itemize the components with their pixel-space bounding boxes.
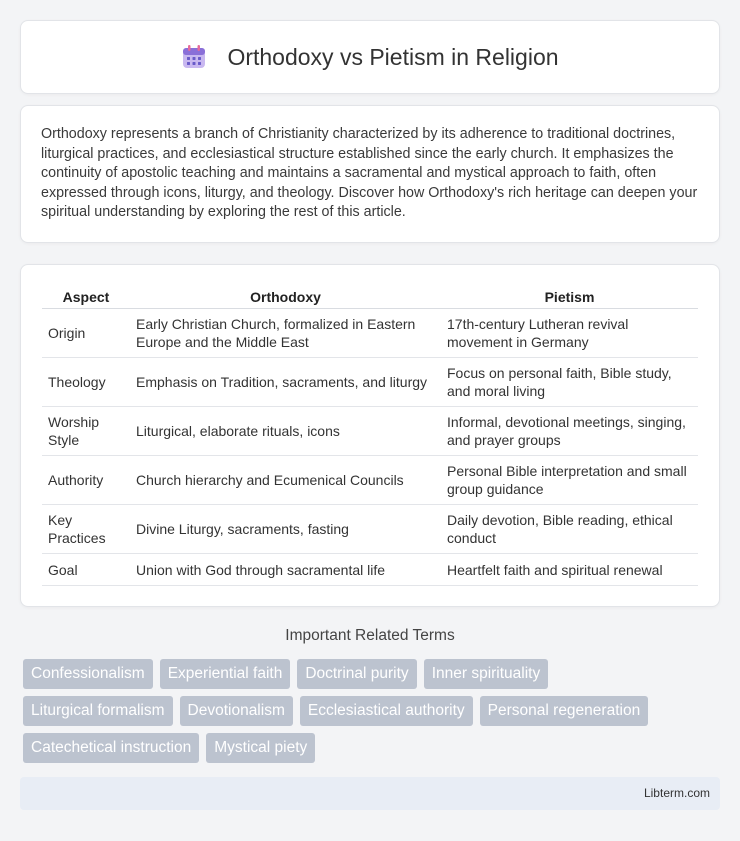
related-term-tag[interactable]: Personal regeneration xyxy=(480,696,649,726)
cell-aspect: Authority xyxy=(42,456,130,505)
cell-pietism: Personal Bible interpretation and small group guidance xyxy=(441,456,698,505)
related-term-tag[interactable]: Liturgical formalism xyxy=(23,696,173,726)
footer-brand-link[interactable]: Libterm.com xyxy=(643,786,710,800)
cell-orthodoxy: Church hierarchy and Ecumenical Councils xyxy=(130,456,441,505)
table-row xyxy=(42,358,698,407)
related-terms-title: Important Related Terms xyxy=(285,627,455,644)
related-term-tag[interactable]: Ecclesiastical authority xyxy=(300,696,473,726)
table-header-row xyxy=(42,285,698,309)
related-term-tag[interactable]: Doctrinal purity xyxy=(297,659,416,689)
table-row xyxy=(42,456,698,505)
related-term-tag[interactable]: Experiential faith xyxy=(160,659,291,689)
intro-text: Orthodoxy represents a branch of Christianity characterized by its adherence to traditional doctrines, liturgical practices, and ecclesiastical structure established since the early church. It emphasizes the continuity of apostolic teaching and maintains a sacramental and mystical approach to faith, often expressed through icons, liturgy, and theology. Discover how Orthodoxy's rich heritage can deepen your spiritual understanding by exploring the rest of this article. xyxy=(41,126,698,220)
cell-pietism: Daily devotion, Bible reading, ethical conduct xyxy=(441,505,698,554)
comparison-table xyxy=(42,285,698,586)
intro-card xyxy=(20,105,720,243)
footer xyxy=(20,777,720,810)
calendar-icon xyxy=(181,44,207,70)
related-term-tag[interactable]: Devotionalism xyxy=(180,696,293,726)
cell-aspect: Origin xyxy=(42,309,130,358)
cell-orthodoxy: Union with God through sacramental life xyxy=(130,554,441,586)
related-term-tag[interactable]: Mystical piety xyxy=(206,733,315,763)
comparison-table-card xyxy=(20,264,720,607)
cell-aspect: Key Practices xyxy=(42,505,130,554)
related-term-tag[interactable]: Catechetical instruction xyxy=(23,733,199,763)
page-title: Orthodoxy vs Pietism in Religion xyxy=(227,43,559,70)
table-row xyxy=(42,407,698,456)
related-terms-list xyxy=(23,659,723,770)
cell-pietism: Heartfelt faith and spiritual renewal xyxy=(441,554,698,586)
related-term-tag[interactable]: Inner spirituality xyxy=(424,659,549,689)
cell-orthodoxy: Liturgical, elaborate rituals, icons xyxy=(130,407,441,456)
cell-aspect: Goal xyxy=(42,554,130,586)
cell-orthodoxy: Early Christian Church, formalized in Eastern Europe and the Middle East xyxy=(130,309,441,358)
related-term-tag[interactable]: Confessionalism xyxy=(23,659,153,689)
cell-pietism: Informal, devotional meetings, singing, and prayer groups xyxy=(441,407,698,456)
cell-orthodoxy: Emphasis on Tradition, sacraments, and liturgy xyxy=(130,358,441,407)
cell-aspect: Theology xyxy=(42,358,130,407)
header-orthodoxy: Orthodoxy xyxy=(130,285,441,309)
cell-aspect: Worship Style xyxy=(42,407,130,456)
cell-orthodoxy: Divine Liturgy, sacraments, fasting xyxy=(130,505,441,554)
table-row xyxy=(42,309,698,358)
table-row xyxy=(42,505,698,554)
header-card xyxy=(20,20,720,94)
header-aspect: Aspect xyxy=(42,285,130,309)
header-pietism: Pietism xyxy=(441,285,698,309)
cell-pietism: Focus on personal faith, Bible study, and moral living xyxy=(441,358,698,407)
table-row xyxy=(42,554,698,586)
cell-pietism: 17th-century Lutheran revival movement in Germany xyxy=(441,309,698,358)
